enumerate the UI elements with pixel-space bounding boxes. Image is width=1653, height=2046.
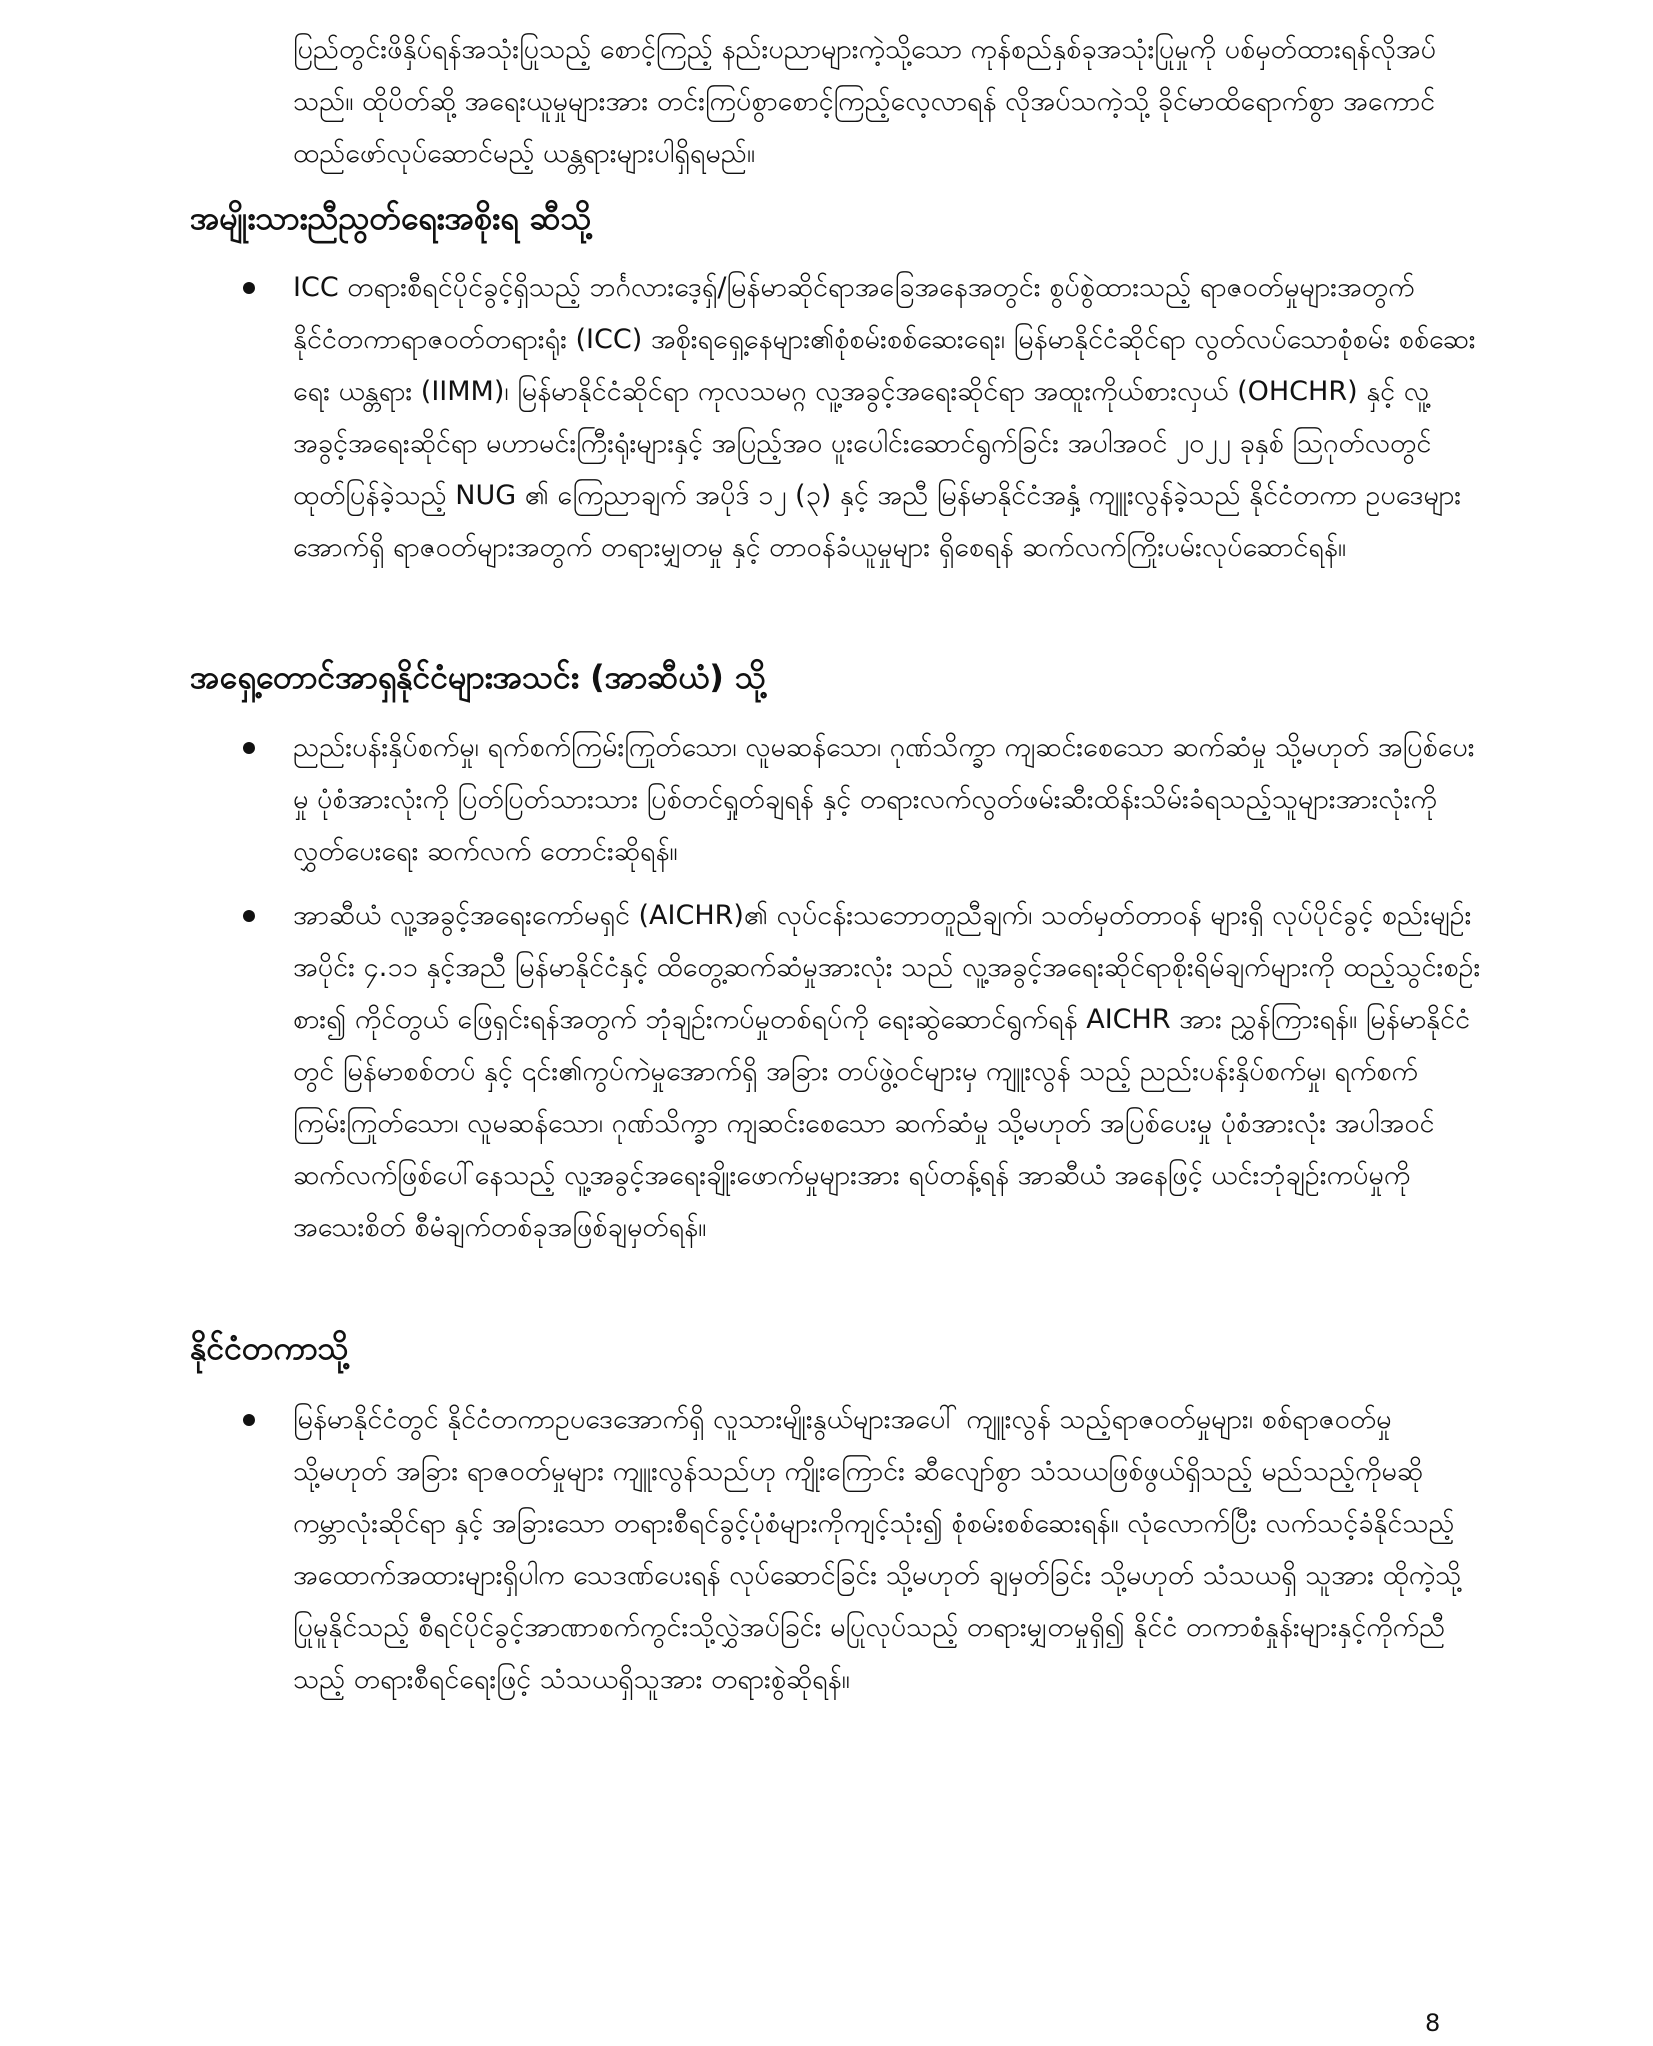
bullet-icon bbox=[243, 282, 255, 294]
section-heading-asean: အရှေ့တောင်အာရှနိုင်ငံများအသင်း (အာဆီယံ) သို့ bbox=[190, 658, 766, 696]
intro-paragraph: ပြည်တွင်းဖိနှိပ်ရန်အသုံးပြုသည့် စောင့်ကြည့် နည်းပညာများကဲ့သို့သော ကုန်စည်နှစ်ခုအသုံးပြုမှုကို ပစ်မှတ်ထားရန်လိုအပ်သည်။ ထိုပိတ်ဆို့ အရေးယူမှုများအား တင်းကြပ်စွာစောင့်ကြည့်လေ့လာရန် လိုအပ်သကဲ့သို့ ခိုင်မာထိရောက်စွာ အကောင် ထည်ဖော်လုပ်ဆောင်မည့် ယန္တရားများပါရှိရမည်။ bbox=[293, 34, 1436, 169]
bullet-icon bbox=[243, 742, 255, 754]
section-heading-international: နိုင်ငံတကာသို့ bbox=[190, 1329, 349, 1367]
section-heading-nug: အမျိုးသားညီညွတ်ရေးအစိုးရ ဆီသို့ bbox=[190, 199, 592, 237]
bullet-icon bbox=[243, 1414, 255, 1426]
list-item bbox=[243, 262, 1483, 574]
list-item-text: အာဆီယံ လူ့အခွင့်အရေးကော်မရှင် (AICHR)၏ လုပ်ငန်းသဘောတူညီချက်၊ သတ်မှတ်တာဝန် များရှိ လုပ်ပိုင်ခွင့် စည်းမျဉ်း အပိုင်း ၄.၁၁ နှင့်အညီ မြန်မာနိုင်ငံနှင့် ထိတွေ့ဆက်ဆံမှုအားလုံး သည် လူ့အခွင့်အရေးဆိုင်ရာစိုးရိမ်ချက်များကို ထည့်သွင်းစဥ်းစား၍ ကိုင်တွယ် ဖြေရှင်းရန်အတွက် ဘုံချဉ်းကပ်မှုတစ်ရပ်ကို ရေးဆွဲဆောင်ရွက်ရန် AICHR အား ညွှန်ကြားရန်။ မြန်မာနိုင်ငံ တွင် မြန်မာစစ်တပ် နှင့် ၎င်း၏ကွပ်ကဲမှုအောက်ရှိ အခြား တပ်ဖွဲ့ဝင်များမှ ကျူးလွန် သည့် ညည်းပန်းနှိပ်စက်မှု၊ ရက်စက်ကြမ်းကြုတ်သော၊ လူမဆန်သော၊ ဂုဏ်သိက္ခာ ကျဆင်းစေသော ဆက်ဆံမှု သို့မဟုတ် အပြစ်ပေးမှု ပုံစံအားလုံး အပါအဝင် ဆက်လက်ဖြစ်ပေါ်နေသည့် လူ့အခွင့်အရေးချိုးဖောက်မှုများအား ရပ်တန့်ရန် အာဆီယံ အနေဖြင့် ယင်းဘုံချဉ်းကပ်မှုကို အသေးစိတ် စီမံချက်တစ်ခုအဖြစ်ချမှတ်ရန်။ bbox=[293, 900, 1481, 1243]
bullet-icon bbox=[243, 910, 255, 922]
list-item-text: ICC တရားစီရင်ပိုင်ခွင့်ရှိသည့် ဘင်္ဂလားဒေ့ရှ်/မြန်မာဆိုင်ရာအခြေအနေအတွင်း စွပ်စွဲထားသည့် ရာဇဝတ်မှုများအတွက် နိုင်ငံတကာရာဇဝတ်တရားရုံး (ICC) အစိုးရရှေ့နေများ၏စုံစမ်းစစ်ဆေးရေး၊ မြန်မာနိုင်ငံဆိုင်ရာ လွတ်လပ်သောစုံစမ်း စစ်ဆေးရေး ယန္တရား (IIMM)၊ မြန်မာနိုင်ငံဆိုင်ရာ ကုလသမဂ္ဂ လူ့အခွင့်အရေးဆိုင်ရာ အထူးကိုယ်စားလှယ် (OHCHR) နှင့် လူ့အခွင့်အရေးဆိုင်ရာ မဟာမင်းကြီးရုံးများနှင့် အပြည့်အဝ ပူးပေါင်းဆောင်ရွက်ခြင်း အပါအဝင် ၂၀၂၂ ခုနှစ် ဩဂုတ်လတွင် ထုတ်ပြန်ခဲ့သည့် NUG ၏ ကြေညာချက် အပိုဒ် ၁၂ (၃) နှင့် အညီ မြန်မာနိုင်ငံအနှံ့ ကျူးလွန်ခဲ့သည် နိုင်ငံတကာ ဥပဒေများအောက်ရှိ ရာဇဝတ်များအတွက် တရားမျှတမှု နှင့် တာဝန်ခံယူမှုများ ရှိစေရန် ဆက်လက်ကြိုးပမ်းလုပ်ဆောင်ရန်။ bbox=[293, 272, 1476, 563]
list-item bbox=[243, 1394, 1483, 1706]
list-item bbox=[243, 890, 1483, 1254]
list-item-text: ညည်းပန်းနှိပ်စက်မှု၊ ရက်စက်ကြမ်းကြုတ်သော၊ လူမဆန်သော၊ ဂုဏ်သိက္ခာ ကျဆင်းစေသော ဆက်ဆံမှု သို့မဟုတ် အပြစ်ပေးမှု ပုံစံအားလုံးကို ပြတ်ပြတ်သားသား ပြစ်တင်ရှုတ်ချရန် နှင့် တရားလက်လွတ်ဖမ်းဆီးထိန်းသိမ်းခံရသည့်သူများအားလုံးကို လွှတ်ပေးရေး ဆက်လက် တောင်းဆိုရန်။ bbox=[293, 732, 1475, 867]
list-item bbox=[243, 722, 1483, 878]
list-item-text: မြန်မာနိုင်ငံတွင် နိုင်ငံတကာဥပဒေအောက်ရှိ လူသားမျိုးနွယ်များအပေါ် ကျူးလွန် သည့်ရာဇဝတ်မှုများ၊ စစ်ရာဇဝတ်မှု သို့မဟုတ် အခြား ရာဇဝတ်မှုများ ကျူးလွန်သည်ဟု ကျိုးကြောင်း ဆီလျော်စွာ သံသယဖြစ်ဖွယ်ရှိသည့် မည်သည့်ကိုမဆို ကမ္ဘာလုံးဆိုင်ရာ နှင့် အခြားသော တရားစီရင်ခွင့်ပုံစံများကိုကျင့်သုံး၍ စုံစမ်းစစ်ဆေးရန်။ လုံလောက်ပြီး လက်သင့်ခံနိုင်သည့် အထောက်အထားများရှိပါက သေဒဏ်ပေးရန် လုပ်ဆောင်ခြင်း သို့မဟုတ် ချမှတ်ခြင်း သို့မဟုတ် သံသယရှိ သူအား ထိုကဲ့သို့ပြုမူနိုင်သည့် စီရင်ပိုင်ခွင့်အာဏာစက်ကွင်းသို့လွှဲအပ်ခြင်း မပြုလုပ်သည့် တရားမျှတမှုရှိ၍ နိုင်ငံ တကာစံနှုန်းများနှင့်ကိုက်ညီသည့် တရားစီရင်ရေးဖြင့် သံသယရှိသူအား တရားစွဲဆိုရန်။ bbox=[293, 1404, 1462, 1695]
page-number: 8 bbox=[1425, 2009, 1441, 2037]
